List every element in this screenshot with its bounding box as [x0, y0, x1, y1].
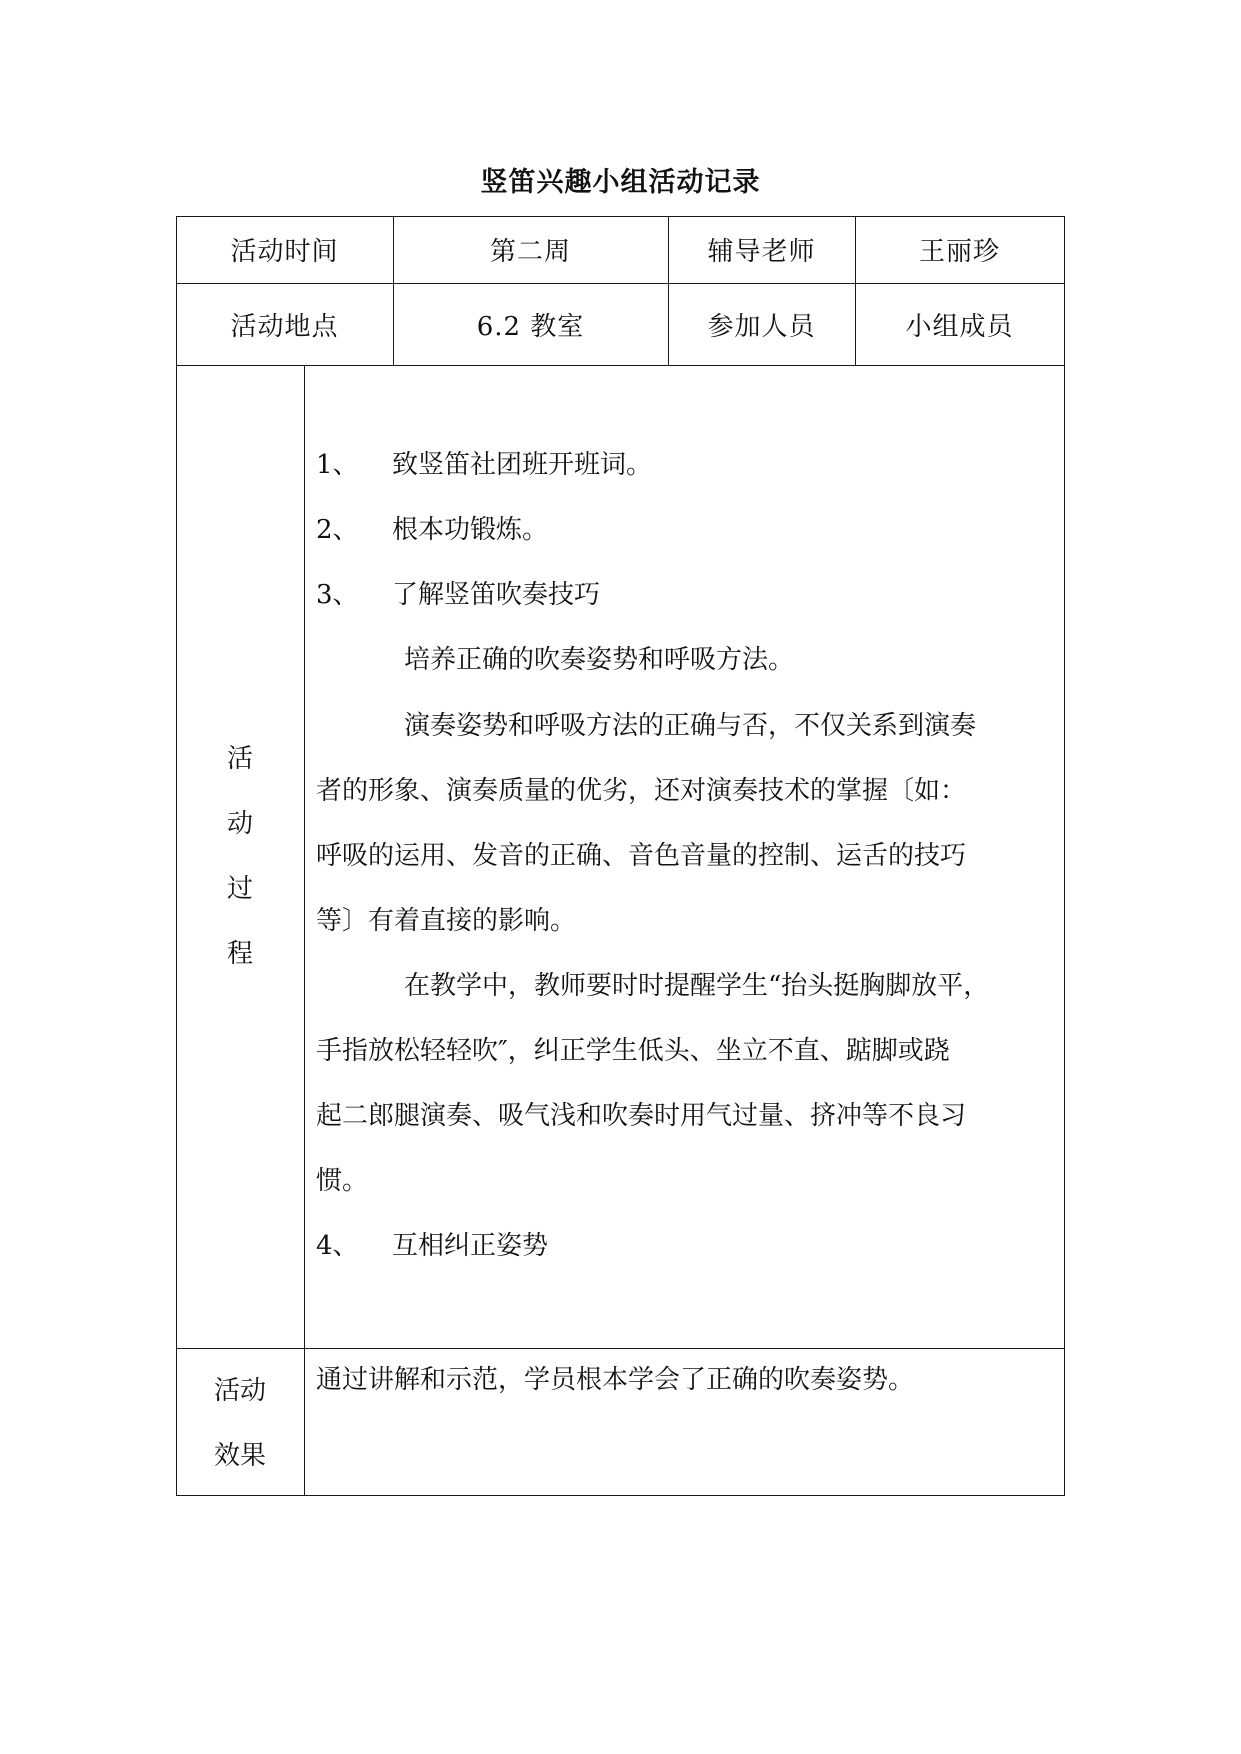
label-char: 活 [226, 744, 253, 774]
label-activity-time: 活动时间 [230, 237, 339, 267]
value-teacher: 王丽珍 [918, 237, 1000, 267]
label-line: 活动 [213, 1376, 266, 1406]
value-activity-time: 第二周 [489, 237, 571, 267]
paragraph-line: 等〕有着直接的影响。 [316, 906, 577, 936]
process-item [316, 445, 652, 485]
label-activity-effect [175, 1359, 305, 1489]
paragraph-line: 手指放松轻轻吹″，纠正学生低头、坐立不直、踮脚或跷 [316, 1036, 950, 1066]
document-title: 竖笛兴趣小组活动记录 [480, 167, 761, 198]
label-participants: 参加人员 [707, 311, 816, 342]
item-text: 根本功锻炼。 [392, 515, 549, 545]
value-activity-place: 6.2 教室 [476, 311, 585, 342]
paragraph-line: 呼吸的运用、发音的正确、音色音量的控制、运舌的技巧 [316, 841, 967, 871]
table-row-divider-3 [176, 1348, 1065, 1349]
process-item [316, 575, 600, 615]
item-text: 致竖笛社团班开班词。 [392, 450, 653, 480]
paragraph-line: 惯。 [316, 1166, 369, 1196]
paragraph-line: 起二郎腿演奏、吸气浅和吹奏时用气过量、挤冲等不良习 [316, 1101, 967, 1131]
label-teacher: 辅导老师 [707, 237, 816, 267]
activity-effect-text: 通过讲解和示范，学员根本学会了正确的吹奏姿势。 [316, 1365, 915, 1395]
item-number: 3、 [316, 580, 359, 610]
item-number: 4、 [316, 1231, 359, 1261]
item-number: 1、 [316, 450, 359, 480]
item-text: 互相纠正姿势 [392, 1231, 549, 1261]
paragraph-line: 演奏姿势和呼吸方法的正确与否，不仅关系到演奏 [404, 711, 977, 741]
process-item [316, 510, 548, 550]
value-participants: 小组成员 [905, 311, 1014, 342]
label-char: 程 [226, 939, 253, 969]
label-activity-place: 活动地点 [230, 311, 339, 342]
label-activity-process [175, 727, 305, 987]
label-char: 动 [226, 809, 253, 839]
label-line: 效果 [213, 1441, 266, 1471]
table-border-right [1064, 216, 1065, 1496]
table-border-bottom [176, 1495, 1065, 1496]
label-char: 过 [226, 874, 253, 904]
paragraph-line: 培养正确的吹奏姿势和呼吸方法。 [404, 645, 795, 675]
paragraph-line: 在教学中，教师要时时提醒学生“抬头挺胸脚放平， [404, 971, 990, 1001]
process-item [316, 1226, 548, 1266]
item-text: 了解竖笛吹奏技巧 [392, 580, 601, 610]
paragraph-line: 者的形象、演奏质量的优劣，还对演奏技术的掌握〔如： [316, 776, 967, 806]
item-number: 2、 [316, 515, 359, 545]
table-row-divider-2 [176, 365, 1065, 366]
